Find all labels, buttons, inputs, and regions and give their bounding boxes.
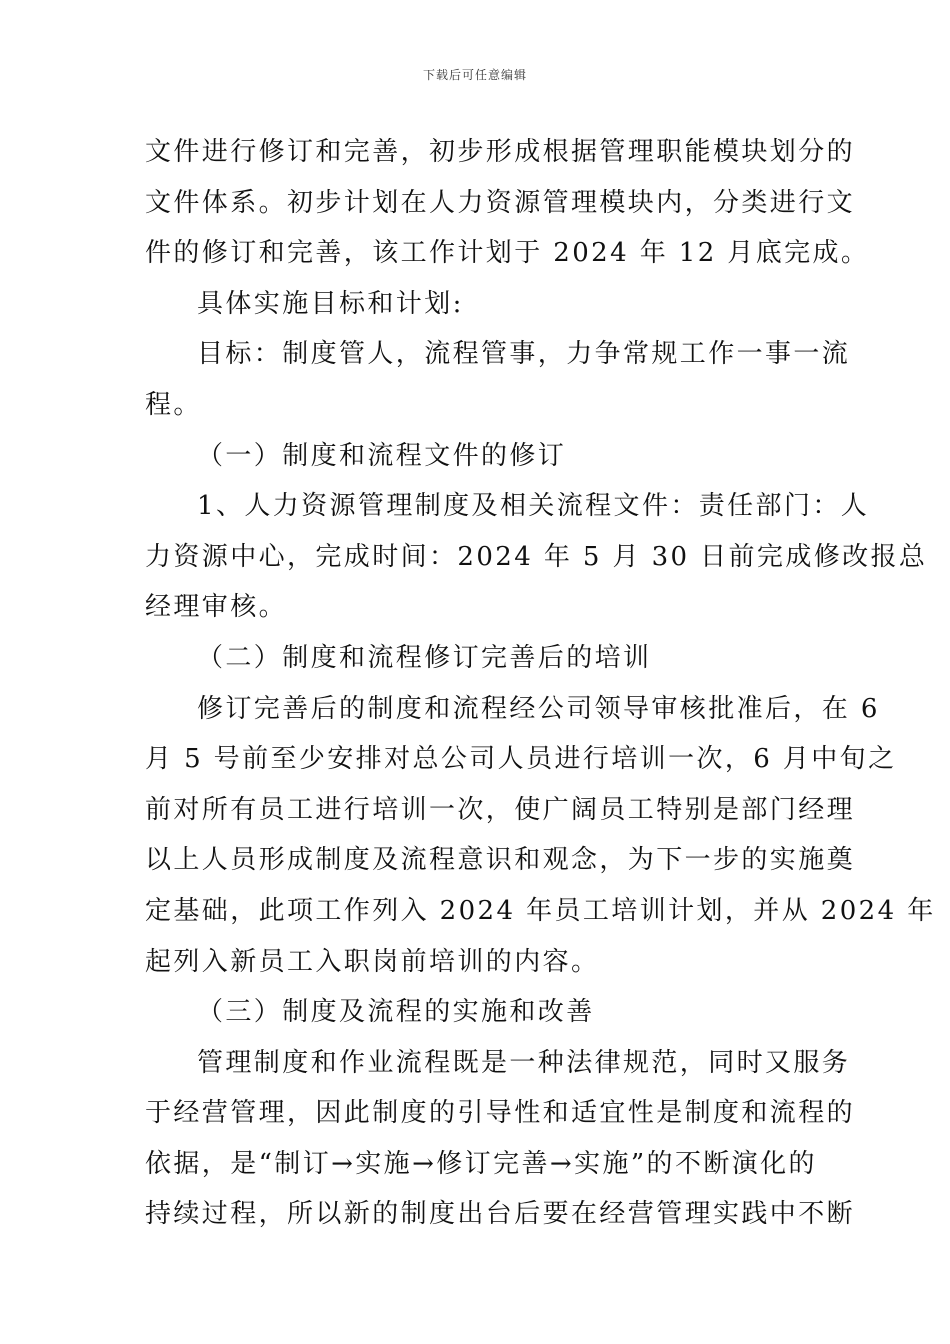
paragraph-line: 管理制度和作业流程既是一种法律规范，同时又服务 xyxy=(197,1047,851,1078)
text-line: 起列入新员工入职岗前培训的内容。 xyxy=(145,946,600,977)
text-line: 定基础，此项工作列入 2024 年员工培训计划，并从 2024 年 xyxy=(145,895,936,926)
paragraph-line: 修订完善后的制度和流程经公司领导审核批准后，在 6 xyxy=(197,693,880,724)
text-line: 以上人员形成制度及流程意识和观念，为下一步的实施奠 xyxy=(145,845,856,876)
text-line: 前对所有员工进行培训一次，使广阔员工特别是部门经理 xyxy=(145,794,856,825)
text-line: 程。 xyxy=(145,389,202,420)
section-heading-1: （一）制度和流程文件的修订 xyxy=(197,440,567,471)
text-line: 依据，是“制订→实施→修订完善→实施”的不断演化的 xyxy=(145,1148,817,1179)
page-header-note: 下载后可任意编辑 xyxy=(422,68,527,82)
text-line: 经理审核。 xyxy=(145,592,288,623)
text-line: 持续过程，所以新的制度出台后要在经营管理实践中不断 xyxy=(145,1199,856,1230)
text-line: 件的修订和完善，该工作计划于 2024 年 12 月底完成。 xyxy=(145,238,870,269)
text-line: 于经营管理，因此制度的引导性和适宜性是制度和流程的 xyxy=(145,1098,856,1129)
text-line: 文件体系。初步计划在人力资源管理模块内，分类进行文 xyxy=(145,187,856,218)
paragraph-line: 目标：制度管人，流程管事，力争常规工作一事一流 xyxy=(197,339,851,370)
text-line: 文件进行修订和完善，初步形成根据管理职能模块划分的 xyxy=(145,137,856,167)
section-heading-2: （二）制度和流程修订完善后的培训 xyxy=(197,642,652,673)
section-heading-3: （三）制度及流程的实施和改善 xyxy=(197,997,595,1028)
text-line: 力资源中心，完成时间：2024 年 5 月 30 日前完成修改报总 xyxy=(145,541,928,572)
text-line: 月 5 号前至少安排对总公司人员进行培训一次，6 月中旬之 xyxy=(145,744,897,775)
paragraph-line: 具体实施目标和计划: xyxy=(197,288,464,319)
document-body xyxy=(145,127,936,1240)
paragraph-line: 1、人力资源管理制度及相关流程文件：责任部门：人 xyxy=(197,491,870,522)
